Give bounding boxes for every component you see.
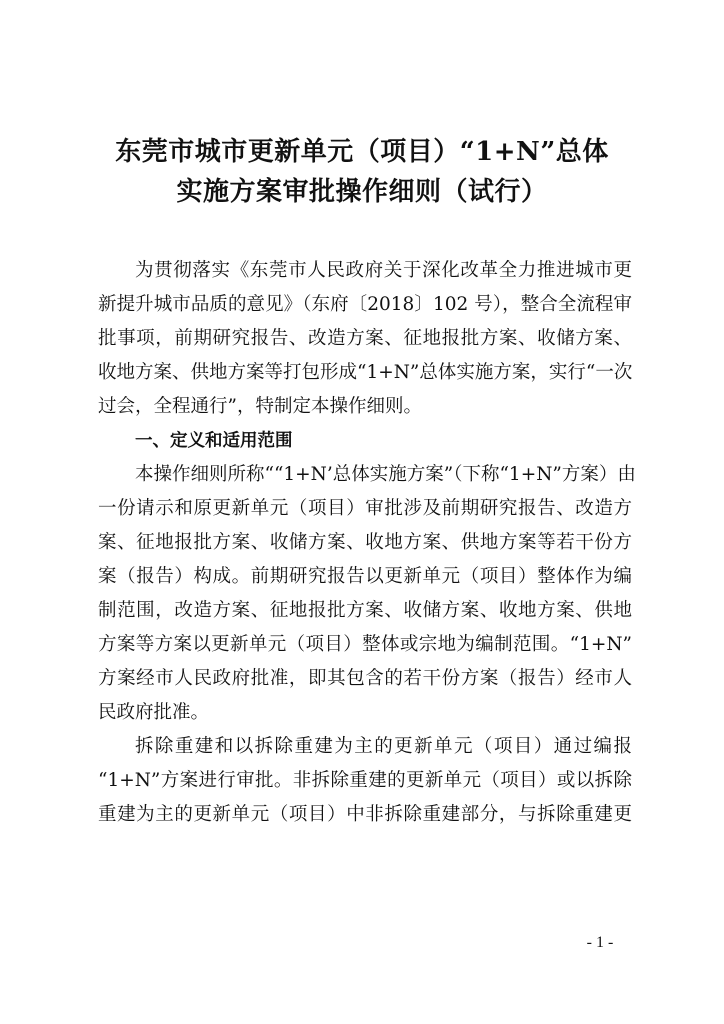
- paragraph-3-line: 重建为主的更新单元（项目）中非拆除重建部分，与拆除重建更: [98, 804, 632, 825]
- paragraph-3-line: 拆除重建和以拆除重建为主的更新单元（项目）通过编报: [135, 736, 632, 757]
- paragraph-2-line: 案（报告）构成。前期研究报告以更新单元（项目）整体作为编: [98, 566, 632, 587]
- page-number: - 1 -: [586, 934, 614, 951]
- paragraph-2-line: 方案等方案以更新单元（项目）整体或宗地为编制范围。“1+N”: [98, 634, 632, 655]
- paragraph-1-line: 收地方案、供地方案等打包形成“1+N”总体实施方案，实行“一次: [98, 362, 633, 383]
- paragraph-2-line: 一份请示和原更新单元（项目）审批涉及前期研究报告、改造方: [98, 498, 632, 519]
- paragraph-2-line: 案、征地报批方案、收储方案、收地方案、供地方案等若干份方: [98, 532, 632, 553]
- paragraph-3-line: “1+N”方案进行审批。非拆除重建的更新单元（项目）或以拆除: [98, 770, 632, 791]
- paragraph-2-line: 方案经市人民政府批准，即其包含的若干份方案（报告）经市人: [98, 668, 632, 689]
- paragraph-2-line: 制范围，改造方案、征地报批方案、收储方案、收地方案、供地: [98, 600, 632, 621]
- paragraph-1-line: 过会，全程通行”，特制定本操作细则。: [98, 396, 422, 417]
- paragraph-2-line: 民政府批准。: [98, 702, 210, 723]
- paragraph-1-line: 为贯彻落实《东莞市人民政府关于深化改革全力推进城市更: [135, 260, 632, 281]
- paragraph-1-line: 批事项，前期研究报告、改造方案、征地报批方案、收储方案、: [98, 328, 632, 349]
- document-title-line-2: 实施方案审批操作细则（试行）: [176, 177, 548, 207]
- document-title-line-1: 东莞市城市更新单元（项目）“1+N”总体: [115, 137, 609, 167]
- paragraph-2-line: 本操作细则所称““1+N’总体实施方案”（下称“1+N”方案）由: [135, 464, 636, 485]
- paragraph-1-line: 新提升城市品质的意见》（东府〔2018〕102 号），整合全流程审: [98, 294, 632, 315]
- section-heading: 一、定义和适用范围: [135, 431, 293, 451]
- document-body: [98, 254, 636, 832]
